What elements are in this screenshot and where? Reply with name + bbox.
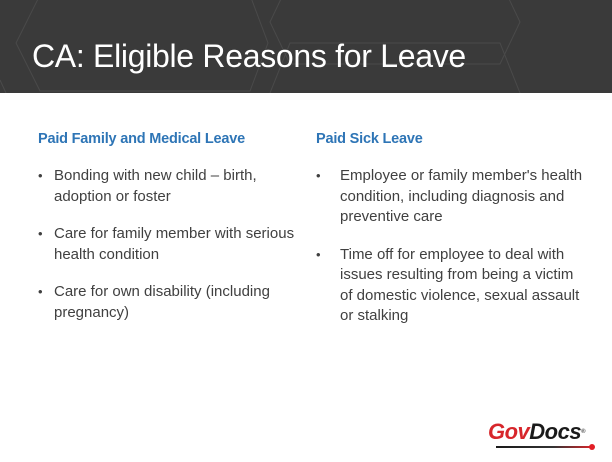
- list-item: [316, 245, 586, 327]
- bullet-icon: •: [316, 168, 321, 183]
- list-item-text: Care for family member with serious health condition: [54, 225, 295, 263]
- slide-header: [0, 0, 612, 93]
- list-item-text: Employee or family member's health condition, including diagnosis and preventive care: [340, 167, 583, 225]
- list-item-text: Care for own disability (including pregnancy): [54, 283, 270, 321]
- logo-dot-icon: [589, 444, 595, 450]
- column-heading: Paid Family and Medical Leave: [38, 131, 245, 147]
- registered-mark: ®: [581, 429, 586, 435]
- bullet-icon: •: [38, 284, 43, 299]
- column-paid-family-medical-leave: [38, 130, 298, 340]
- page-title: CA: Eligible Reasons for Leave: [32, 38, 466, 74]
- list-item: [38, 166, 298, 207]
- list-item: [38, 282, 298, 323]
- logo-swoosh-icon: [496, 446, 592, 448]
- bullet-icon: •: [38, 226, 43, 241]
- column-heading: Paid Sick Leave: [316, 131, 423, 147]
- list-item-text: Time off for employee to deal with issues resulting from being a victim of domestic violence, sexual assault or stalking: [340, 245, 580, 324]
- bullet-list: [38, 166, 298, 323]
- logo-text-docs: Docs: [529, 419, 582, 444]
- logo-wordmark: [488, 420, 585, 444]
- bullet-list: [316, 166, 586, 327]
- logo-text-gov: Gov: [488, 419, 530, 444]
- list-item-text: Bonding with new child – birth, adoption or foster: [54, 167, 257, 205]
- bullet-icon: •: [316, 246, 321, 262]
- bullet-icon: •: [38, 168, 43, 183]
- govdocs-logo: [488, 420, 598, 454]
- list-item: [316, 166, 586, 228]
- list-item: [38, 224, 298, 265]
- column-paid-sick-leave: [316, 130, 586, 344]
